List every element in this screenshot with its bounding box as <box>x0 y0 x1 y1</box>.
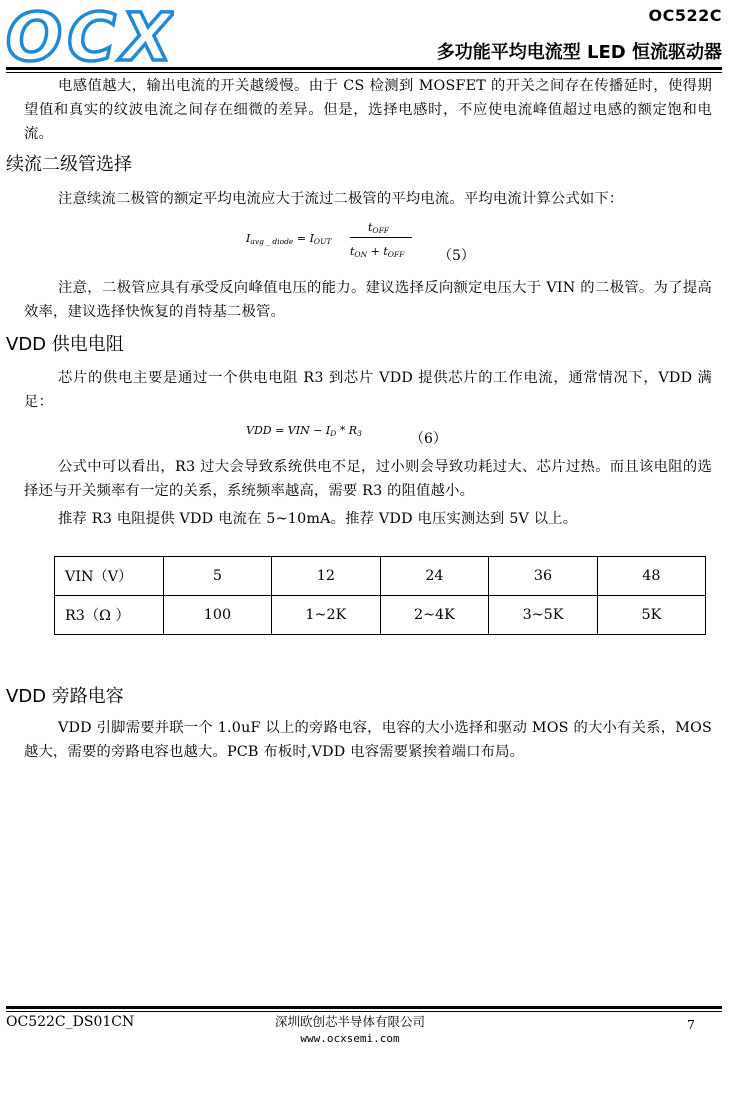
part-number: OC522C <box>648 6 722 25</box>
footer-website: www.ocxsemi.com <box>300 1032 400 1045</box>
formula-5-den-ton-sub: ON <box>354 250 368 259</box>
section-heading-diode: 续流二级管选择 <box>6 154 132 175</box>
table-cell: 3~5K <box>489 596 598 635</box>
intro-paragraph: 电感值越大，输出电流的开关越缓慢。由于 CS 检测到 MOSFET 的开关之间存在传播延时，使得期望值和真实的纹波电流之间存在细微的差异。但是，选择电感时，不应使电流峰值超过电感的额定饱和电流。 <box>24 78 712 142</box>
vin-r3-table <box>54 556 706 635</box>
formula-6-number: （6） <box>410 431 447 447</box>
document-title: 多功能平均电流型 LED 恒流驱动器 <box>436 42 722 63</box>
diode-paragraph-2: 注意，二极管应具有承受反向峰值电压的能力。建议选择反向额定电压大于 VIN 的二极管。为了提高效率，建议选择快恢复的肖特基二极管。 <box>24 280 712 320</box>
diode-paragraph-1: 注意续流二极管的额定平均电流应大于流过二极管的平均电流。平均电流计算公式如下： <box>58 191 624 207</box>
formula-5-number: （5） <box>438 248 475 264</box>
formula-6-mid: * R <box>336 424 358 437</box>
table-cell: 5K <box>597 596 705 635</box>
vdd-resistor-paragraph-3: 推荐 R3 电阻提供 VDD 电流在 5~10mA。推荐 VDD 电压实测达到 5V 以上。 <box>58 511 578 527</box>
formula-5-numerator: t <box>368 221 373 234</box>
formula-5-eq: = <box>296 232 307 245</box>
table-row-label: R3（Ω ） <box>55 596 164 635</box>
table-cell: 24 <box>380 557 489 596</box>
formula-5-numerator-sub: OFF <box>372 226 389 235</box>
table-cell: 2~4K <box>380 596 489 635</box>
table-row <box>55 557 706 596</box>
formula-5-lhs: I <box>246 232 251 245</box>
table-cell: 1~2K <box>272 596 381 635</box>
formula-6-sub-3: 3 <box>357 429 362 438</box>
section-heading-vdd-bypass: VDD 旁路电容 <box>6 686 124 707</box>
table-cell: 48 <box>597 557 705 596</box>
table-cell: 12 <box>272 557 381 596</box>
formula-6-sub-d: D <box>330 429 337 438</box>
vdd-resistor-paragraph-2: 公式中可以看出，R3 过大会导致系统供电不足，过小则会导致功耗过大、芯片过热。而且该电阻的选择还与开关频率有一定的关系，系统频率越高，需要 R3 的阻值越小。 <box>24 459 712 499</box>
formula-6-main: VDD = VIN − I <box>246 424 331 437</box>
formula-5-den-ton: t <box>350 245 355 258</box>
table-row-label: VIN（V） <box>55 557 164 596</box>
formula-5-den-toff-sub: OFF <box>387 250 405 259</box>
table-cell: 36 <box>489 557 598 596</box>
table-cell: 5 <box>163 557 271 596</box>
table-row <box>55 596 706 635</box>
section-heading-vdd-resistor: VDD 供电电阻 <box>6 334 124 355</box>
formula-5-iout: I <box>309 232 314 245</box>
footer-company: 深圳欧创芯半导体有限公司 <box>274 1014 425 1029</box>
formula-5-lhs-sub: avg _ diode <box>250 237 294 246</box>
formula-5-plus: + <box>370 245 380 258</box>
table-cell: 100 <box>163 596 271 635</box>
footer-rule <box>6 1006 722 1009</box>
vdd-bypass-paragraph: VDD 引脚需要并联一个 1.0uF 以上的旁路电容，电容的大小选择和驱动 MOS 的大小有关系，MOS 越大，需要的旁路电容也越大。PCB 布板时,VDD 电容需要紧挨着端口布局。 <box>24 720 712 760</box>
header-rule-thin <box>6 72 722 73</box>
header-rule <box>6 67 722 70</box>
ocx-logo-text: OCX <box>6 6 172 66</box>
formula-5-fraction-bar <box>350 237 412 238</box>
formula-5-iout-sub: OUT <box>313 237 332 246</box>
ocx-logo <box>6 6 174 66</box>
formula-5-den-toff: t <box>383 245 388 258</box>
footer-page-number: 7 <box>687 1017 695 1032</box>
vdd-resistor-paragraph-1: 芯片的供电主要是通过一个供电电阻 R3 到芯片 VDD 提供芯片的工作电流，通常情况下，VDD 满足： <box>24 370 712 410</box>
footer-doc-code: OC522C_DS01CN <box>6 1014 135 1030</box>
